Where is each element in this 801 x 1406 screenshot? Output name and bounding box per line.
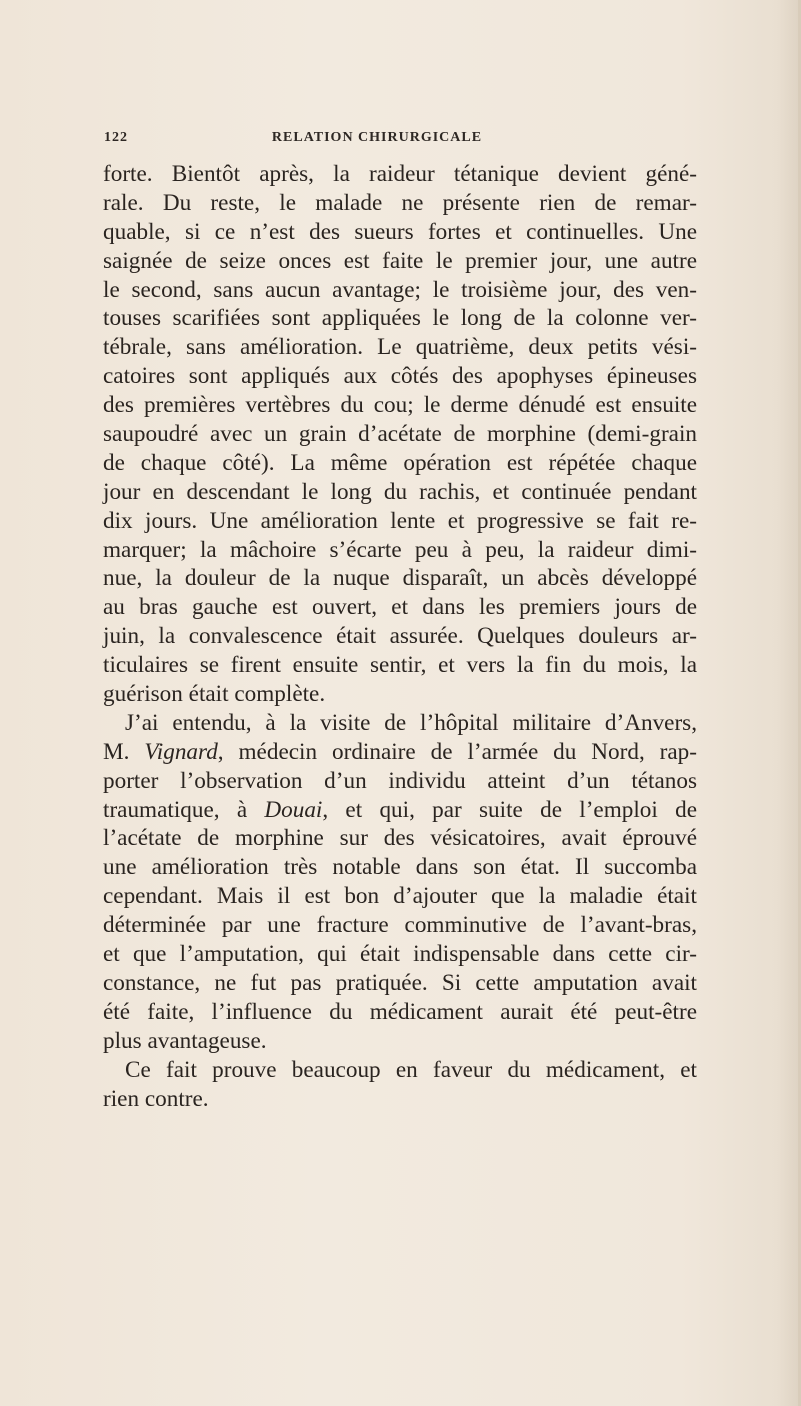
text-line: cependant. Mais il est bon d’ajouter que la maladie était	[103, 883, 697, 910]
body-text	[103, 160, 697, 1113]
text-line: rale. Du reste, le malade ne présente rien de remar-	[103, 189, 697, 216]
text-line: déterminée par une fracture comminutive de l’avant-bras,	[103, 912, 697, 939]
text-line: saignée de seize onces est faite le premier jour, une autre	[103, 247, 697, 274]
person-name: Vignard	[144, 738, 218, 765]
text-line: l’acétate de morphine sur des vésicatoires, avait éprouvé	[103, 825, 697, 852]
text-line: et que l’amputation, qui était indispensable dans cette cir-	[103, 941, 697, 968]
text-fragment: traumatique, à	[103, 796, 265, 823]
paragraph-1	[103, 160, 697, 709]
text-line: constance, ne fut pas pratiquée. Si cette amputation avait	[103, 969, 697, 996]
text-line: ticulaires se firent ensuite sentir, et vers la fin du mois, la	[103, 652, 697, 679]
text-line: tébrale, sans amélioration. Le quatrième, deux petits vési-	[103, 334, 697, 361]
text-line: des premières vertèbres du cou; le derme dénudé est ensuite	[103, 392, 697, 419]
text-line: nue, la douleur de la nuque disparaît, un abcès développé	[103, 565, 697, 592]
page-header	[104, 130, 694, 150]
text-line: saupoudré avec un grain d’acétate de morphine (demi-grain	[103, 421, 697, 448]
text-line: plus avantageuse.	[103, 1027, 267, 1054]
text-line: forte. Bientôt après, la raideur tétanique devient géné-	[103, 161, 697, 187]
text-fragment: M.	[103, 738, 145, 765]
text-line: juin, la convalescence était assurée. Quelques douleurs ar-	[103, 623, 697, 650]
paragraph-2	[103, 709, 697, 1056]
text-line: catoires sont appliqués aux côtés des apophyses épineuses	[103, 363, 697, 390]
text-line: de chaque côté). La même opération est répétée chaque	[103, 449, 697, 476]
text-line: porter l’observation d’un individu atteint d’un tétanos	[103, 767, 697, 794]
text-line: Ce fait prouve beaucoup en faveur du médicament, et	[125, 1056, 697, 1083]
text-line: J’ai entendu, à la visite de l’hôpital militaire d’Anvers,	[125, 709, 697, 736]
text-fragment: , et qui, par suite de l’emploi de	[322, 796, 697, 823]
page-number: 122	[104, 130, 128, 145]
text-line: marquer; la mâchoire s’écarte peu à peu, la raideur dimi-	[103, 536, 697, 563]
text-line: rien contre.	[103, 1085, 209, 1112]
paragraph-3	[103, 1056, 697, 1114]
text-line: quable, si ce n’est des sueurs fortes et continuelles. Une	[103, 218, 697, 245]
text-fragment: , médecin ordinaire de l’armée du Nord, rap-	[217, 738, 697, 765]
text-line	[103, 796, 697, 825]
text-line: jour en descendant le long du rachis, et continuée pendant	[103, 478, 697, 505]
text-line: été faite, l’influence du médicament aurait été peut-être	[103, 998, 697, 1025]
text-line: guérison était complète.	[103, 681, 326, 708]
text-line: une amélioration très notable dans son état. Il succomba	[103, 854, 697, 881]
text-line	[103, 738, 697, 767]
text-line: dix jours. Une amélioration lente et progressive se fait re-	[103, 507, 697, 534]
place-name: Douai	[264, 796, 323, 823]
text-line: le second, sans aucun avantage; le troisième jour, des ven-	[103, 276, 697, 303]
text-line: au bras gauche est ouvert, et dans les premiers jours de	[103, 594, 697, 621]
running-head: RELATION CHIRURGICALE	[271, 130, 483, 145]
text-line: touses scarifiées sont appliquées le long de la colonne ver-	[103, 305, 697, 332]
